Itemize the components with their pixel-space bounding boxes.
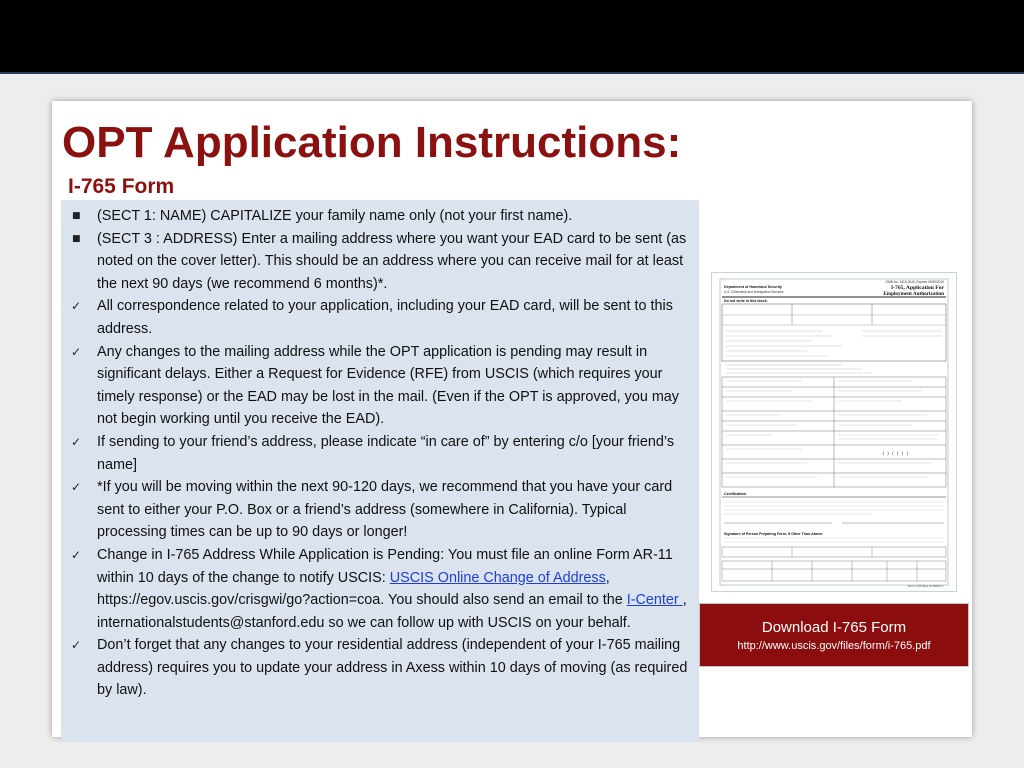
- square-bullet-icon: ■: [72, 211, 81, 221]
- checkmark-icon: ✓: [71, 344, 82, 359]
- checkmark-icon: ✓: [71, 547, 82, 562]
- instruction-item: ✓ Don’t forget that any changes to your residential address (independent of your I-765 mailing address) requires you to update your address in Axess within 10 days of moving (as required by law).: [61, 634, 689, 702]
- form-agency: Department of Homeland Security: [724, 285, 782, 289]
- instruction-item: ✓ Any changes to the mailing address while the OPT application is pending may result in significant delays. Either a Request for Evidence (RFE) from USCIS (which requires your timely response) or the EAD may be lost in the mail. (Even if the OPT is approved, you may not begin working until you receive the EAD).: [61, 341, 689, 431]
- form-title: I-765, Application For: [891, 285, 944, 291]
- checkmark-icon: ✓: [71, 480, 82, 495]
- instruction-item: ■ (SECT 3 : ADDRESS) Enter a mailing address where you want your EAD card to be sent (as noted on the cover letter). This should be an address where you can receive mail for at least the next 90 days (we recommend 6 months)*.: [61, 228, 689, 296]
- form-footer: Form I-765 (Rev. 07/30/07) Y: [907, 584, 944, 588]
- instruction-item: ✓ All correspondence related to your application, including your EAD card, will be sent to this address.: [61, 295, 689, 340]
- download-title: Download I-765 Form: [761, 619, 907, 636]
- square-bullet-icon: ■: [72, 233, 81, 244]
- top-bar: [0, 0, 1024, 74]
- form-preparer-heading: Signature of Person Preparing Form, If Other Than Above:: [724, 532, 824, 536]
- svg-text:( ) ( ) ( ): ( ) ( ) ( ): [882, 451, 909, 456]
- instructions-box: [61, 200, 699, 742]
- checkmark-icon: ✓: [71, 638, 82, 653]
- instruction-item: ✓ If sending to your friend’s address, please indicate “in care of” by entering c/o [your friend’s name]: [61, 431, 689, 476]
- instructions-list: [61, 200, 699, 702]
- form-do-not-write: Do not write in this block.: [724, 299, 768, 303]
- i-center-link[interactable]: I-Center: [626, 592, 683, 609]
- download-url[interactable]: http://www.uscis.gov/files/form/i-765.pdf: [737, 640, 931, 652]
- form-certification-heading: Certification: [724, 492, 747, 496]
- form-omb-line: OMB No. 1615-0040; Expires 09/30/2010: [885, 280, 944, 284]
- slide-subtitle: I-765 Form: [68, 175, 175, 198]
- checkmark-icon: ✓: [71, 434, 82, 449]
- slide-title: OPT Application Instructions:: [62, 118, 682, 167]
- form-agency-sub: U.S. Citizenship and Immigration Services: [724, 290, 784, 294]
- i765-form-thumbnail: [711, 272, 957, 592]
- checkmark-icon: ✓: [71, 299, 82, 314]
- form-page-drawing: [712, 273, 956, 591]
- form-subtitle: Employment Authorization: [883, 291, 944, 297]
- uscis-change-of-address-link[interactable]: USCIS Online Change of Address: [389, 569, 606, 586]
- instruction-item: ✓ Change in I-765 Address While Application is Pending: You must file an online Form AR-11 within 10 days of the change to notify USCIS: USCIS Online Change of Address, https://egov.uscis.gov/crisgwi/go?action=coa. You should also send an email to the I-Center , internationalstudents@stanford.edu so we can follow up with USCIS on your behalf.: [61, 544, 689, 634]
- instruction-item: ✓ *If you will be moving within the next 90-120 days, we recommend that you have your card sent to either your P.O. Box or a friend’s address (somewhere in California). Typical processing times can be up to 90 days or longer!: [61, 476, 689, 544]
- download-form-button[interactable]: [699, 603, 969, 667]
- instruction-item: ■ (SECT 1: NAME) CAPITALIZE your family name only (not your first name).: [61, 205, 689, 228]
